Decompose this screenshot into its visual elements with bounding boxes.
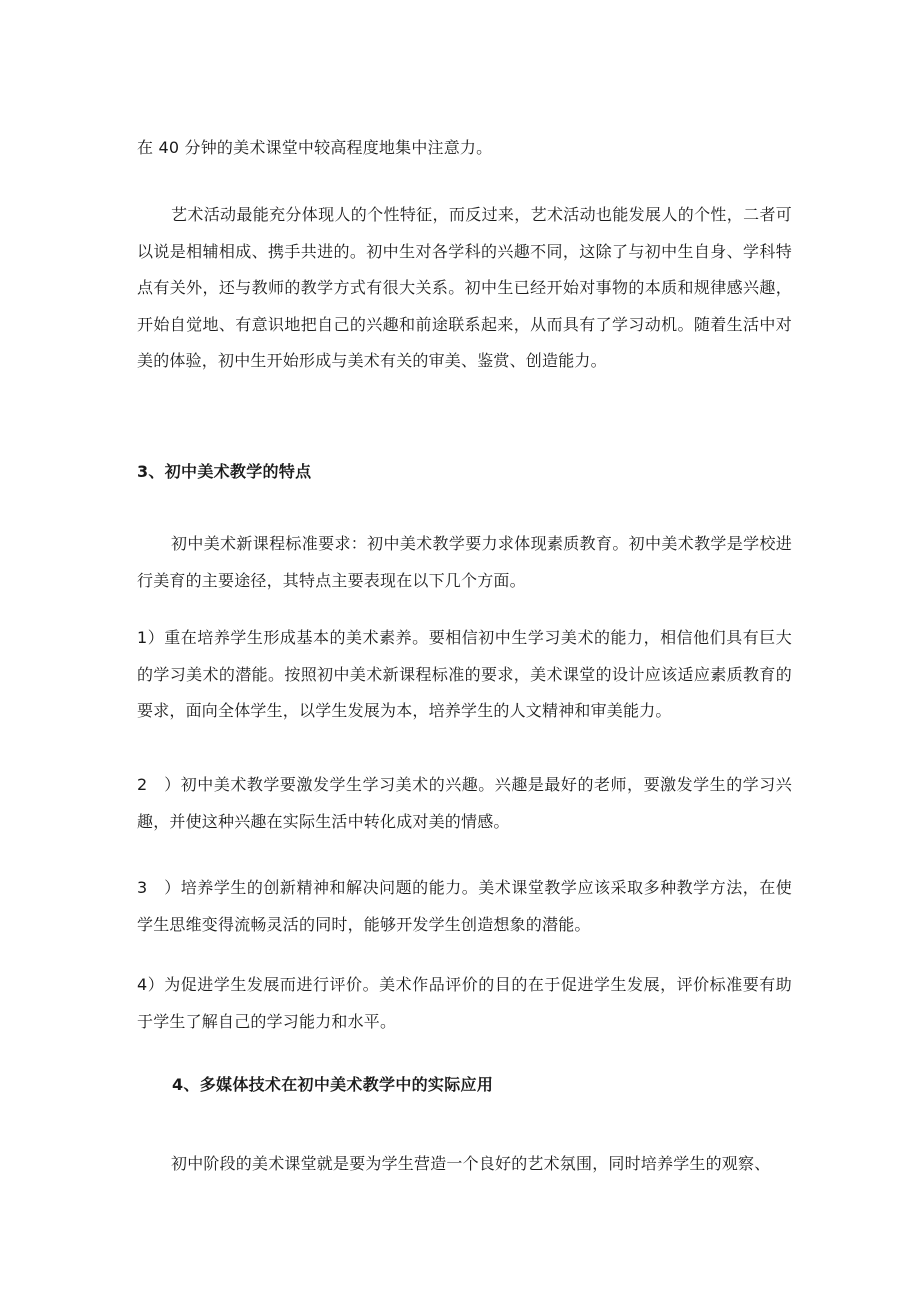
list-item-4: 4）为促进学生发展而进行评价。美术作品评价的目的在于促进学生发展，评价标准要有助于学生了解自己的学习能力和水平。 [137, 975, 792, 1031]
list-item-1: 1）重在培养学生形成基本的美术素养。要相信初中生学习美术的能力，相信他们具有巨大的学习美术的潜能。按照初中美术新课程标准的要求，美术课堂的设计应该适应素质教育的要求，面向全体学生，以学生发展为本，培养学生的人文精神和审美能力。 [137, 628, 792, 720]
section-heading-3: 3、初中美术教学的特点 [137, 462, 312, 481]
list-item-2: 2 ）初中美术教学要激发学生学习美术的兴趣。兴趣是最好的老师，要激发学生的学习兴趣，并使这种兴趣在实际生活中转化成对美的情感。 [137, 775, 792, 831]
paragraph-art-activity: 艺术活动最能充分体现人的个性特征，而反过来，艺术活动也能发展人的个性，二者可以说是相辅相成、携手共进的。初中生对各学科的兴趣不同，这除了与初中生自身、学科特点有关外，还与教师的教学方式有很大关系。初中生已经开始对事物的本质和规律感兴趣，开始自觉地、有意识地把自己的兴趣和前途联系起来，从而具有了学习动机。随着生活中对美的体验，初中生开始形成与美术有关的审美、鉴赏、创造能力。 [137, 205, 792, 370]
list-item-3: 3 ）培养学生的创新精神和解决问题的能力。美术课堂教学应该采取多种教学方法，在使学生思维变得流畅灵活的同时，能够开发学生创造想象的潜能。 [137, 878, 792, 934]
section-heading-4: 4、多媒体技术在初中美术教学中的实际应用 [172, 1075, 494, 1094]
paragraph-curriculum-standard: 初中美术新课程标准要求：初中美术教学要力求体现素质教育。初中美术教学是学校进行美育的主要途径，其特点主要表现在以下几个方面。 [137, 534, 792, 590]
paragraph-classroom-atmosphere: 初中阶段的美术课堂就是要为学生营造一个良好的艺术氛围，同时培养学生的观察、 [171, 1154, 771, 1173]
paragraph-attention: 在 40 分钟的美术课堂中较高程度地集中注意力。 [137, 138, 493, 157]
